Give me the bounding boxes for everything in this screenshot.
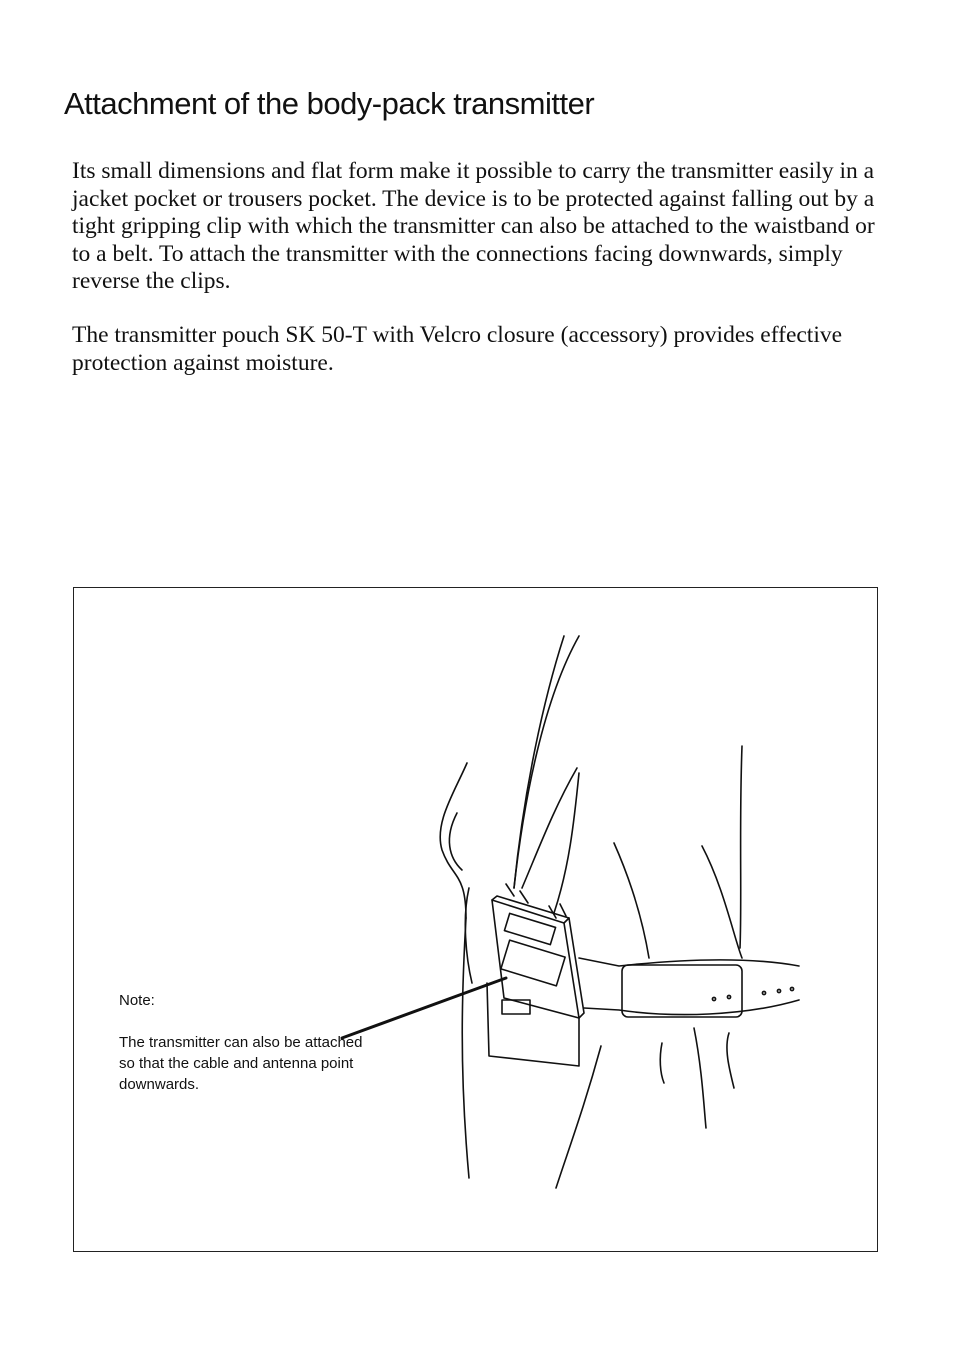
body-paragraph-1: Its small dimensions and flat form make it possible to carry the transmitter easily in a jacket pocket or trousers pocket. The device is to be protected against falling out by a tight gripping clip with which the transmitter can also be attached to the waistband or to a belt. To attach the transmitter with the connections facing downwards, simply reverse the clips.: [72, 158, 875, 294]
transmitter-on-belt-illustration: [74, 588, 879, 1253]
page-title: Attachment of the body-pack transmitter: [64, 86, 595, 121]
note-text: The transmitter can also be attached so that the cable and antenna point downwards.: [119, 1034, 363, 1093]
body-paragraph-2: The transmitter pouch SK 50-T with Velcro closure (accessory) provides effective protection against moisture.: [72, 322, 843, 376]
figure-box: [73, 587, 878, 1252]
note-label: Note:: [119, 992, 155, 1009]
